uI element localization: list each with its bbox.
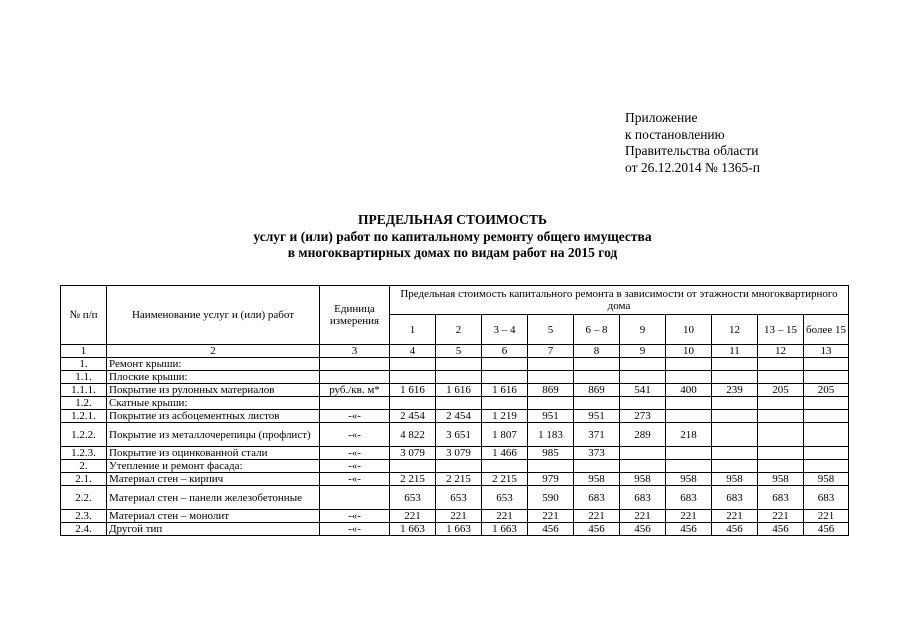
title-line: ПРЕДЕЛЬНАЯ СТОИМОСТЬ xyxy=(358,212,547,227)
row-value xyxy=(804,460,849,473)
header-floor: 10 xyxy=(666,315,712,345)
header-floor: 5 xyxy=(528,315,574,345)
row-value: 1 663 xyxy=(390,523,436,536)
row-value xyxy=(436,460,482,473)
table-row xyxy=(61,397,849,410)
column-number: 13 xyxy=(804,345,849,358)
row-value xyxy=(390,371,436,384)
row-name: Плоские крыши: xyxy=(107,371,320,384)
row-value xyxy=(620,371,666,384)
row-name: Покрытие из оцинкованной стали xyxy=(107,447,320,460)
row-value: 456 xyxy=(620,523,666,536)
row-value: 683 xyxy=(712,486,758,510)
column-number: 8 xyxy=(574,345,620,358)
row-value: 869 xyxy=(528,384,574,397)
row-unit: -«- xyxy=(320,423,390,447)
row-name: Покрытие из рулонных материалов xyxy=(107,384,320,397)
row-value: 373 xyxy=(574,447,620,460)
row-name: Покрытие из металлочерепицы (профлист) xyxy=(107,423,320,447)
column-number: 4 xyxy=(390,345,436,358)
row-unit xyxy=(320,358,390,371)
row-value xyxy=(804,397,849,410)
row-value: 951 xyxy=(528,410,574,423)
column-number: 2 xyxy=(107,345,320,358)
row-value: 456 xyxy=(804,523,849,536)
header-floor: 6 – 8 xyxy=(574,315,620,345)
row-name: Материал стен – кирпич xyxy=(107,473,320,486)
row-value: 541 xyxy=(620,384,666,397)
row-value xyxy=(390,358,436,371)
row-value: 1 663 xyxy=(482,523,528,536)
row-value: 1 616 xyxy=(436,384,482,397)
appendix-line: Правительства области xyxy=(625,143,759,158)
row-value xyxy=(804,423,849,447)
header-num: № п/п xyxy=(61,286,107,345)
row-value xyxy=(804,410,849,423)
row-name: Утепление и ремонт фасада: xyxy=(107,460,320,473)
row-value: 456 xyxy=(528,523,574,536)
row-value: 1 466 xyxy=(482,447,528,460)
row-unit: -«- xyxy=(320,460,390,473)
row-name: Покрытие из асбоцементных листов xyxy=(107,410,320,423)
appendix-line: Приложение xyxy=(625,110,698,125)
row-value xyxy=(482,397,528,410)
row-unit xyxy=(320,397,390,410)
row-value: 2 454 xyxy=(390,410,436,423)
row-value xyxy=(666,358,712,371)
row-value: 221 xyxy=(436,510,482,523)
row-value: 1 663 xyxy=(436,523,482,536)
row-unit: -«- xyxy=(320,410,390,423)
row-num: 1.1.1. xyxy=(61,384,107,397)
row-num: 1. xyxy=(61,358,107,371)
row-num: 1.2.1. xyxy=(61,410,107,423)
row-value xyxy=(666,447,712,460)
row-value xyxy=(620,358,666,371)
row-value: 456 xyxy=(666,523,712,536)
header-floor: 9 xyxy=(620,315,666,345)
column-number: 7 xyxy=(528,345,574,358)
row-value: 1 616 xyxy=(390,384,436,397)
row-value xyxy=(712,460,758,473)
row-value: 221 xyxy=(574,510,620,523)
row-value xyxy=(528,358,574,371)
row-value xyxy=(620,447,666,460)
table-row xyxy=(61,358,849,371)
row-num: 2.4. xyxy=(61,523,107,536)
row-value: 958 xyxy=(666,473,712,486)
row-value xyxy=(666,410,712,423)
row-value: 239 xyxy=(712,384,758,397)
column-number: 1 xyxy=(61,345,107,358)
column-number: 12 xyxy=(758,345,804,358)
row-value: 683 xyxy=(666,486,712,510)
row-value: 456 xyxy=(712,523,758,536)
row-value: 4 822 xyxy=(390,423,436,447)
column-number: 9 xyxy=(620,345,666,358)
column-number: 11 xyxy=(712,345,758,358)
row-value: 218 xyxy=(666,423,712,447)
document-title xyxy=(0,212,905,262)
row-value: 2 215 xyxy=(436,473,482,486)
row-value: 3 651 xyxy=(436,423,482,447)
row-value: 273 xyxy=(620,410,666,423)
row-value xyxy=(758,447,804,460)
row-value: 683 xyxy=(804,486,849,510)
row-name: Скатные крыши: xyxy=(107,397,320,410)
header-floor: 2 xyxy=(436,315,482,345)
row-value: 653 xyxy=(436,486,482,510)
row-value xyxy=(712,358,758,371)
row-value xyxy=(712,397,758,410)
row-num: 2.1. xyxy=(61,473,107,486)
row-value xyxy=(574,460,620,473)
row-value xyxy=(666,397,712,410)
row-value: 221 xyxy=(804,510,849,523)
row-value: 221 xyxy=(666,510,712,523)
table-row xyxy=(61,423,849,447)
row-name: Другой тип xyxy=(107,523,320,536)
row-num: 1.2. xyxy=(61,397,107,410)
row-value: 958 xyxy=(804,473,849,486)
row-value xyxy=(758,410,804,423)
table-row xyxy=(61,473,849,486)
column-number: 5 xyxy=(436,345,482,358)
row-value xyxy=(804,371,849,384)
row-value xyxy=(574,371,620,384)
row-value: 3 079 xyxy=(390,447,436,460)
row-value xyxy=(758,460,804,473)
row-value: 456 xyxy=(574,523,620,536)
table-row xyxy=(61,523,849,536)
appendix-note xyxy=(625,110,760,176)
row-value xyxy=(436,358,482,371)
row-value: 1 807 xyxy=(482,423,528,447)
row-value: 1 219 xyxy=(482,410,528,423)
row-unit xyxy=(320,371,390,384)
row-name: Ремонт крыши: xyxy=(107,358,320,371)
table-row xyxy=(61,447,849,460)
row-value xyxy=(804,358,849,371)
row-num: 2.3. xyxy=(61,510,107,523)
column-number: 3 xyxy=(320,345,390,358)
column-number: 6 xyxy=(482,345,528,358)
header-floor: 13 – 15 xyxy=(758,315,804,345)
row-value: 951 xyxy=(574,410,620,423)
row-value: 221 xyxy=(758,510,804,523)
table-row xyxy=(61,384,849,397)
table-row xyxy=(61,410,849,423)
row-num: 2. xyxy=(61,460,107,473)
row-num: 1.1. xyxy=(61,371,107,384)
row-value: 590 xyxy=(528,486,574,510)
row-value xyxy=(528,460,574,473)
appendix-line: от 26.12.2014 № 1365-п xyxy=(625,159,760,175)
header-floor: 1 xyxy=(390,315,436,345)
header-floor: 3 – 4 xyxy=(482,315,528,345)
row-value: 869 xyxy=(574,384,620,397)
row-value xyxy=(758,397,804,410)
row-value xyxy=(620,397,666,410)
row-unit: -«- xyxy=(320,447,390,460)
row-value: 2 215 xyxy=(390,473,436,486)
row-value: 221 xyxy=(528,510,574,523)
header-floor: 12 xyxy=(712,315,758,345)
row-value: 979 xyxy=(528,473,574,486)
row-num: 2.2. xyxy=(61,486,107,510)
row-value: 683 xyxy=(758,486,804,510)
row-value: 456 xyxy=(758,523,804,536)
row-value xyxy=(712,447,758,460)
row-value: 2 215 xyxy=(482,473,528,486)
row-value: 683 xyxy=(620,486,666,510)
row-value: 400 xyxy=(666,384,712,397)
row-value xyxy=(804,447,849,460)
row-value xyxy=(574,397,620,410)
row-value xyxy=(758,371,804,384)
row-value xyxy=(620,460,666,473)
row-value xyxy=(758,423,804,447)
row-value: 683 xyxy=(574,486,620,510)
table-row xyxy=(61,510,849,523)
row-value: 221 xyxy=(390,510,436,523)
row-value: 985 xyxy=(528,447,574,460)
row-unit xyxy=(320,486,390,510)
header-cost-group: Предельная стоимость капитального ремонта в зависимости от этажности многоквартирного дома xyxy=(390,286,849,315)
row-value: 958 xyxy=(620,473,666,486)
row-value xyxy=(390,397,436,410)
table-row xyxy=(61,460,849,473)
appendix-line: к постановлению xyxy=(625,126,725,142)
row-value xyxy=(482,460,528,473)
row-value xyxy=(666,460,712,473)
cost-table xyxy=(60,285,849,536)
row-name: Материал стен – панели железобетонные xyxy=(107,486,320,510)
row-value: 958 xyxy=(574,473,620,486)
row-value xyxy=(758,358,804,371)
row-value: 205 xyxy=(804,384,849,397)
row-value: 3 079 xyxy=(436,447,482,460)
row-value xyxy=(712,410,758,423)
row-value xyxy=(528,397,574,410)
row-value xyxy=(482,358,528,371)
row-value: 653 xyxy=(390,486,436,510)
row-value: 2 454 xyxy=(436,410,482,423)
row-value xyxy=(712,423,758,447)
column-number: 10 xyxy=(666,345,712,358)
row-value xyxy=(436,371,482,384)
row-value: 958 xyxy=(712,473,758,486)
row-value: 958 xyxy=(758,473,804,486)
row-value: 205 xyxy=(758,384,804,397)
row-value: 1 616 xyxy=(482,384,528,397)
row-value: 221 xyxy=(712,510,758,523)
row-value: 653 xyxy=(482,486,528,510)
row-num: 1.2.2. xyxy=(61,423,107,447)
row-value xyxy=(390,460,436,473)
row-value: 221 xyxy=(482,510,528,523)
row-value: 371 xyxy=(574,423,620,447)
row-value: 221 xyxy=(620,510,666,523)
title-line: услуг и (или) работ по капитальному ремонту общего имущества xyxy=(253,228,652,244)
row-name: Материал стен – монолит xyxy=(107,510,320,523)
table-row xyxy=(61,371,849,384)
row-value xyxy=(482,371,528,384)
table-row xyxy=(61,486,849,510)
row-value xyxy=(574,358,620,371)
row-value xyxy=(666,371,712,384)
row-value xyxy=(528,371,574,384)
header-unit: Единица измерения xyxy=(320,286,390,345)
row-unit: -«- xyxy=(320,510,390,523)
header-name: Наименование услуг и (или) работ xyxy=(107,286,320,345)
row-value: 1 183 xyxy=(528,423,574,447)
row-value xyxy=(436,397,482,410)
row-value xyxy=(712,371,758,384)
row-unit: -«- xyxy=(320,473,390,486)
header-floor: более 15 xyxy=(804,315,849,345)
row-unit: руб./кв. м* xyxy=(320,384,390,397)
row-unit: -«- xyxy=(320,523,390,536)
title-line: в многоквартирных домах по видам работ на 2015 год xyxy=(287,245,618,260)
row-num: 1.2.3. xyxy=(61,447,107,460)
row-value: 289 xyxy=(620,423,666,447)
